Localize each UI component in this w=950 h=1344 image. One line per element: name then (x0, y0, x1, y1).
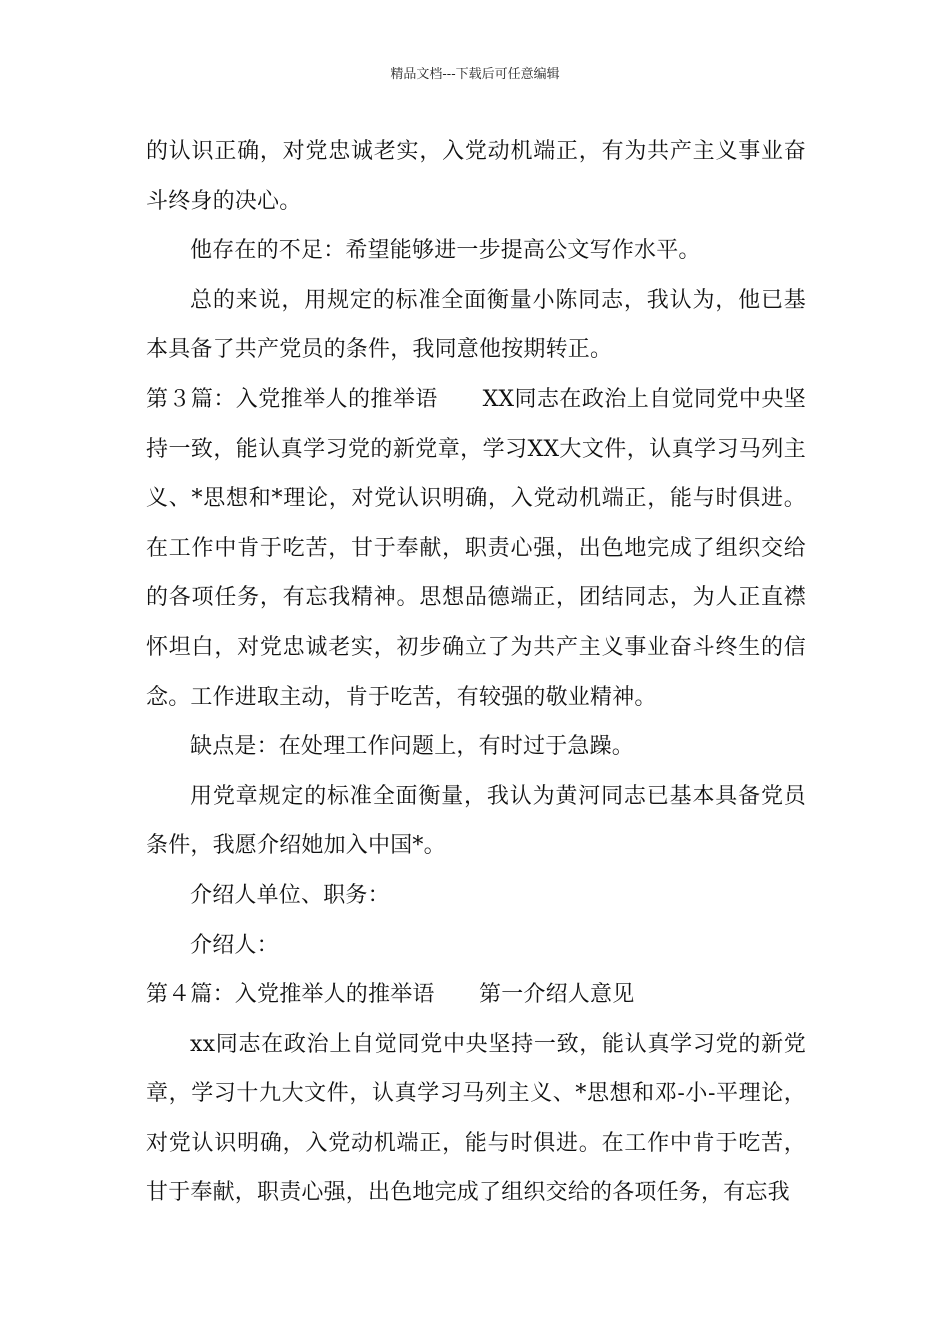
paragraph-section-4: 第４篇：入党推举人的推举语 第一介绍人意见 (146, 982, 635, 1008)
paragraph-10: xx同志在政治上自觉同党中央坚持一致，能认真学习党的新党章，学习十九大文件，认真学习马列主义、*思想和邓-小-平理论，对党认识明确，入党动机端正，能与时俱进。在工作中肯于吃苦，甘于奉献，职责心强，出色地完成了组织交给的各项任务，有忘我 (146, 1031, 806, 1206)
paragraph-8: 介绍人： (190, 932, 279, 958)
paragraph-1: 的认识正确，对党忠诚老实，入党动机端正，有为共产主义事业奋斗终身的决心。 (146, 139, 806, 214)
page-header: 精品文档---下载后可任意编辑 (390, 67, 560, 82)
paragraph-section-3: 第３篇：入党推举人的推举语 XX同志在政治上自觉同党中央坚持一致，能认真学习党的新党章，学习XX大文件，认真学习马列主义、*思想和*理论，对党认识明确，入党动机端正，能与时俱进。在工作中肯于吃苦，甘于奉献，职责心强，出色地完成了组织交给的各项任务，有忘我精神。思想品德端正，团结同志，为人正直襟怀坦白，对党忠诚老实，初步确立了为共产主义事业奋斗终生的信念。工作进取主动，肯于吃苦，有较强的敬业精神。 (146, 386, 806, 710)
paragraph-3: 总的来说，用规定的标准全面衡量小陈同志，我认为，他已基本具备了共产党员的条件，我同意他按期转正。 (146, 287, 806, 363)
paragraph-5: 缺点是：在处理工作问题上，有时过于急躁。 (190, 734, 635, 760)
document-body (146, 127, 806, 1218)
paragraph-2: 他存在的不足：希望能够进一步提高公文写作水平。 (190, 238, 701, 264)
paragraph-7: 介绍人单位、职务： (190, 882, 390, 908)
paragraph-6: 用党章规定的标准全面衡量，我认为黄河同志已基本具备党员条件，我愿介绍她加入中国*。 (146, 783, 806, 859)
